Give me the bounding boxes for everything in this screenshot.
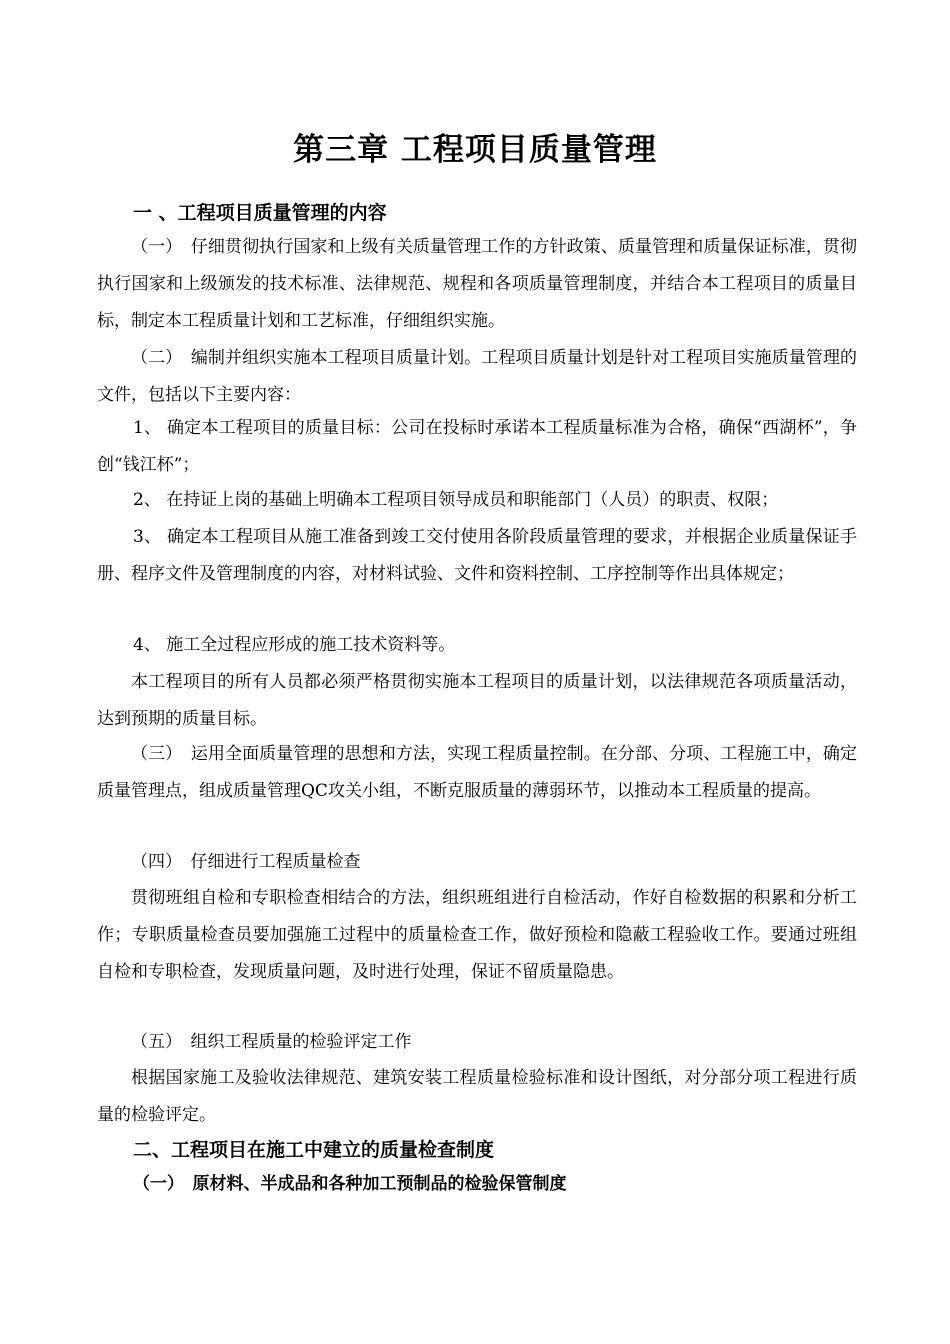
- paragraph-2: （二） 编制并组织实施本工程项目质量计划。工程项目质量计划是针对工程项目实施质量管理的文件，包括以下主要内容：: [97, 348, 857, 405]
- sub-heading-2-1: （一） 原材料、半成品和各种加工预制品的检验保管制度: [133, 1174, 567, 1194]
- list-item-1: 1、 确定本工程项目的质量目标：公司在投标时承诺本工程质量标准为合格，确保“西湖杯”，争创“钱江杯”；: [97, 418, 857, 475]
- paragraph-6: 根据国家施工及验收法律规范、建筑安装工程质量检验标准和设计图纸，对分部分项工程进行质量的检验评定。: [97, 1068, 857, 1125]
- chapter-title: 第三章 工程项目质量管理: [293, 132, 657, 168]
- list-item-3: 3、 确定本工程项目从施工准备到竣工交付使用各阶段质量管理的要求，并根据企业质量保证手册、程序文件及管理制度的内容，对材料试验、文件和资料控制、工序控制等作出具体规定；: [97, 527, 857, 584]
- paragraph-1: （一） 仔细贯彻执行国家和上级有关质量管理工作的方针政策、质量管理和质量保证标准，贯彻执行国家和上级颁发的技术标准、法律规范、规程和各项质量管理制度，并结合本工程项目的质量目标，制定本工程质量计划和工艺标准，仔细组织实施。: [97, 237, 857, 331]
- list-item-2: 2、 在持证上岗的基础上明确本工程项目领导成员和职能部门（人员）的职责、权限；: [133, 490, 779, 510]
- paragraph-5: 贯彻班组自检和专职检查相结合的方法，组织班组进行自检活动，作好自检数据的积累和分析工作；专职质量检查员要加强施工过程中的质量检查工作，做好预检和隐蔽工程验收工作。要通过班组自检和专职检查，发现质量问题，及时进行处理，保证不留质量隐患。: [97, 888, 857, 982]
- section-heading-2: 二、工程项目在施工中建立的质量检查制度: [133, 1139, 495, 1161]
- list-item-4: 4、 施工全过程应形成的施工技术资料等。: [133, 635, 456, 655]
- section-heading-1: 一 、工程项目质量管理的内容: [133, 202, 387, 224]
- paragraph-4: （三） 运用全面质量管理的思想和方法，实现工程质量控制。在分部、分项、工程施工中，确定质量管理点，组成质量管理QC攻关小组，不断克服质量的薄弱环节，以推动本工程质量的提高。: [97, 744, 857, 801]
- paragraph-5-heading: （四） 仔细进行工程质量检查: [131, 852, 361, 872]
- paragraph-3: 本工程项目的所有人员都必须严格贯彻实施本工程项目的质量计划，以法律规范各项质量活动，达到预期的质量目标。: [97, 672, 857, 729]
- paragraph-6-heading: （五） 组织工程质量的检验评定工作: [131, 1032, 412, 1052]
